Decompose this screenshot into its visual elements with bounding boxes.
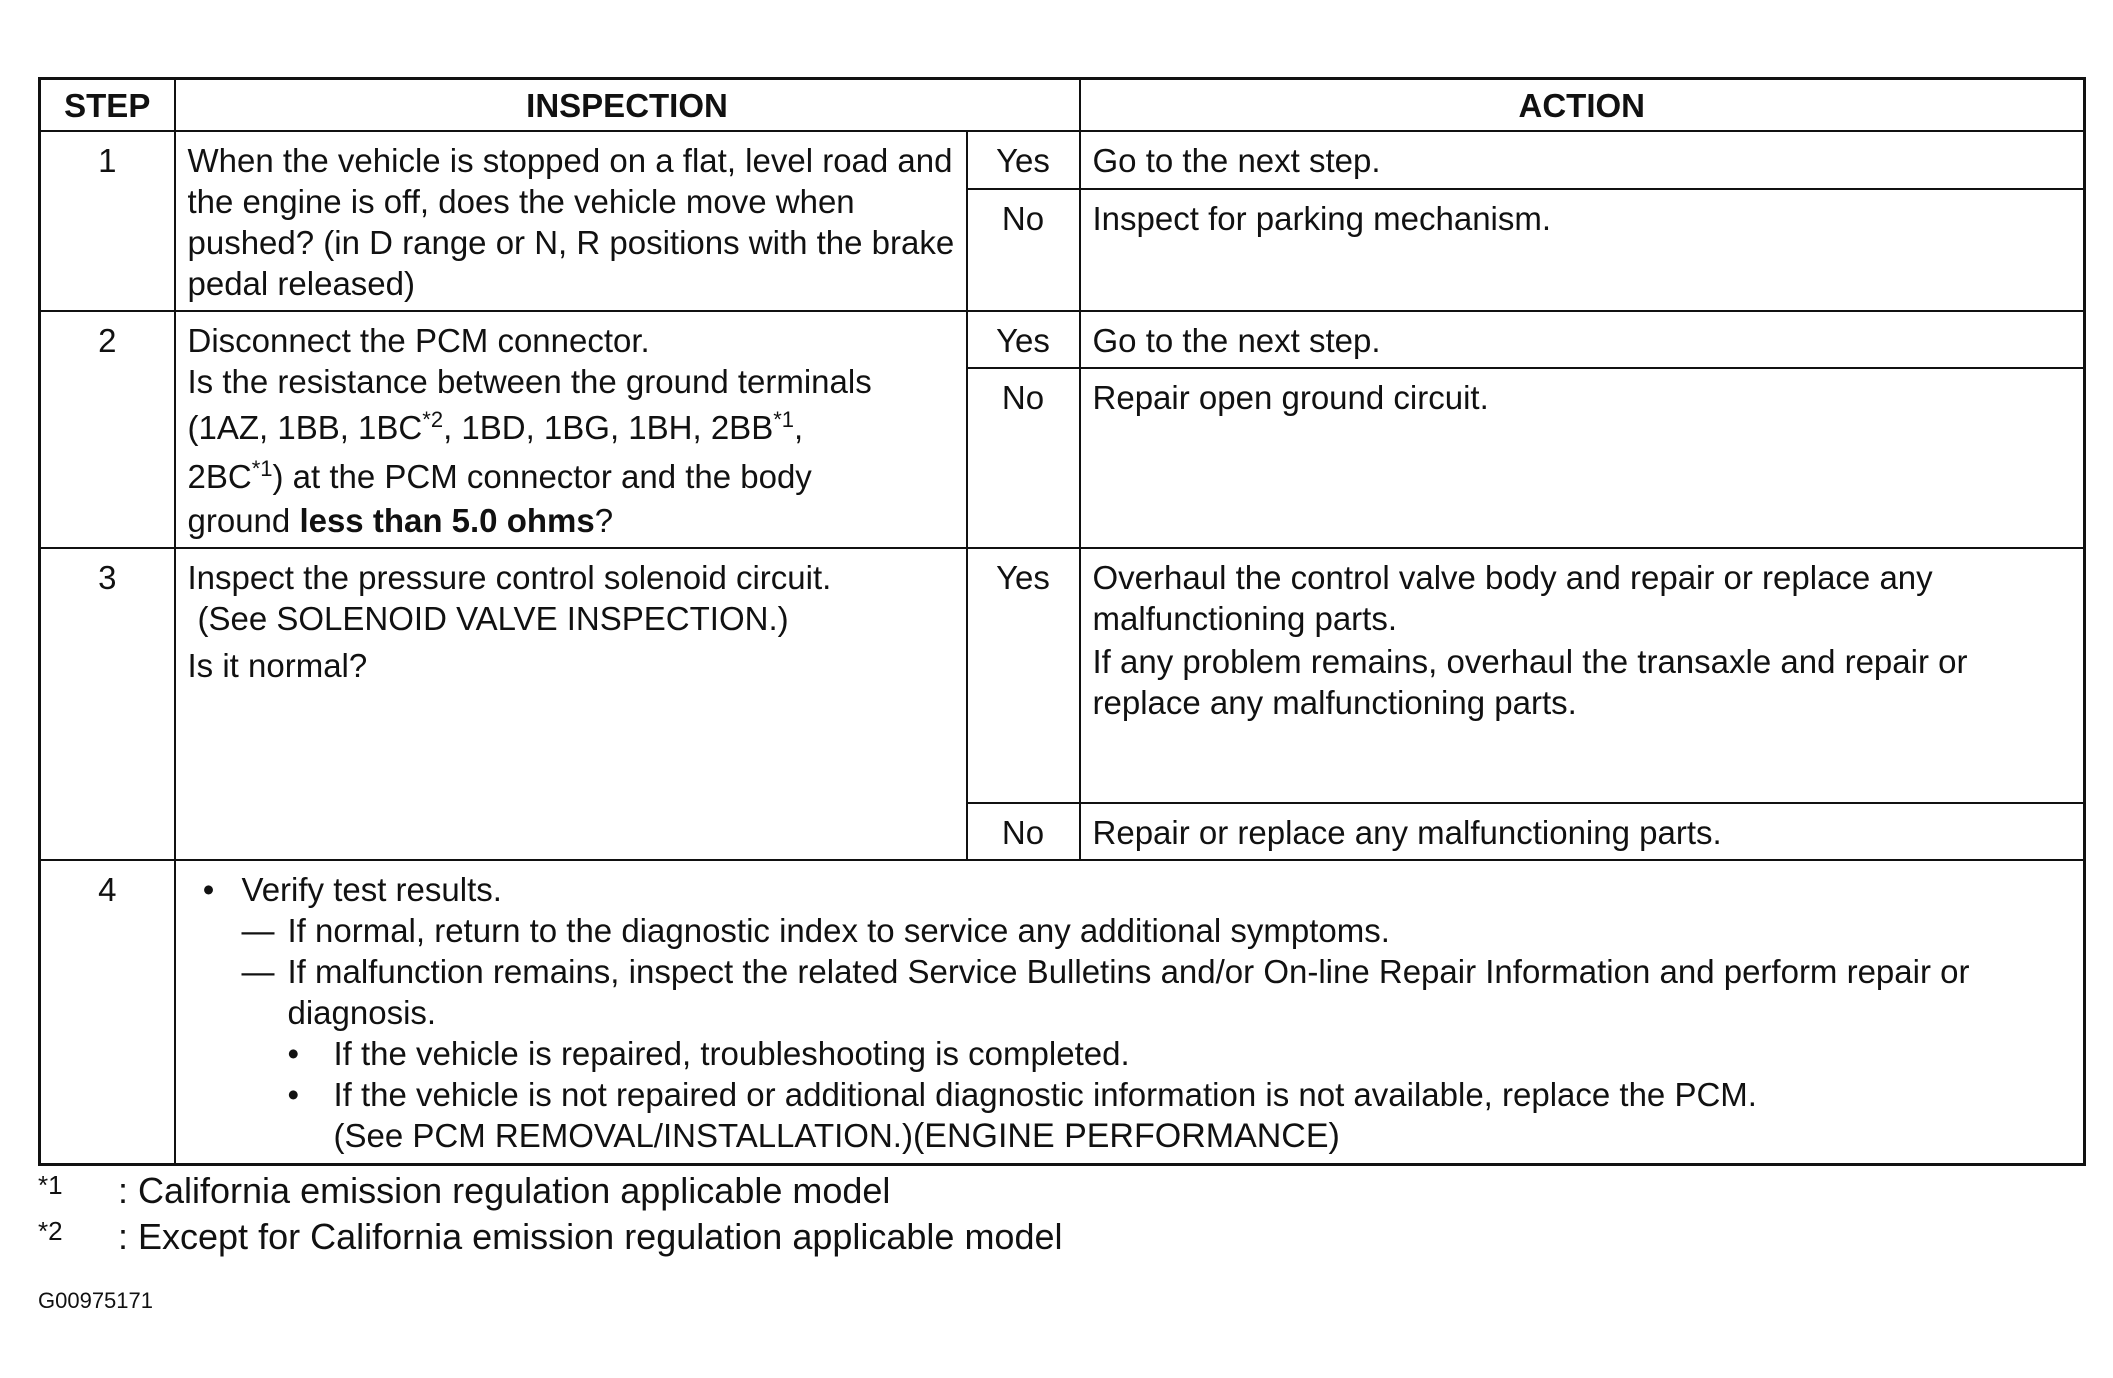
footnote: [38, 1214, 1063, 1260]
inspection-line: Is it normal?: [187, 647, 368, 684]
footnotes: [38, 1168, 1063, 1260]
terminal-list-a: (1AZ, 1BB, 1BC: [187, 409, 423, 446]
resistance-spec: less than 5.0 ohms: [299, 502, 595, 539]
sub-bullet-text: If the vehicle is not repaired or additional diagnostic information is not available, replace the PCM.: [333, 1076, 1757, 1113]
terminal-list-c: ,: [794, 409, 804, 446]
no-label: No: [967, 368, 1080, 548]
header-action: ACTION: [1080, 79, 2085, 132]
inspection-line: Is the resistance between the ground terminals: [187, 363, 872, 400]
footnote-text: : California emission regulation applicable model: [118, 1170, 891, 1211]
inspection-line: [188, 454, 956, 500]
dash-text: If normal, return to the diagnostic index to service any additional symptoms.: [287, 912, 1390, 949]
question-mark: ?: [594, 502, 614, 539]
pcm-reference: [176, 1115, 2074, 1157]
footnote-ref: *2: [422, 407, 444, 432]
document-id: G00975171: [38, 1288, 153, 1313]
sub-bullet-item: [176, 1074, 2074, 1115]
inspection-line: [188, 500, 956, 541]
yes-label: Yes: [967, 548, 1080, 803]
no-action: Repair or replace any malfunctioning parts.: [1080, 803, 2085, 860]
inspection-line: Inspect the pressure control solenoid circuit.: [187, 559, 832, 596]
step-number: 1: [40, 131, 175, 311]
bullet-item: [176, 869, 2074, 910]
bullet-icon: •: [287, 1076, 300, 1113]
footnote-text: : Except for California emission regulation applicable model: [118, 1216, 1063, 1257]
dash-item: [176, 951, 2074, 1033]
step-3-inspection: [175, 548, 967, 860]
header-step: STEP: [40, 79, 175, 132]
footnote-mark: [38, 1214, 118, 1260]
step-4-row: [40, 860, 2085, 1165]
pcm-reference-text: (See PCM REMOVAL/INSTALLATION.): [333, 1117, 913, 1154]
step-4-content: [175, 860, 2085, 1165]
dash-item: [176, 910, 2074, 951]
yes-action-1: Overhaul the control valve body and repair or replace any malfunctioning parts.: [1092, 559, 1933, 637]
footnote-mark-text: *1: [38, 1170, 63, 1200]
yes-action: Go to the next step.: [1080, 311, 2085, 368]
step-number: 2: [40, 311, 175, 548]
terminal-list-d: 2BC: [187, 458, 252, 495]
step-3-yes-row: [40, 548, 2085, 803]
resistance-text: ground: [187, 502, 300, 539]
yes-label: Yes: [967, 311, 1080, 368]
header-inspection: INSPECTION: [175, 79, 1080, 132]
inspection-line: [188, 402, 956, 454]
step-1-yes-row: [40, 131, 2085, 189]
engine-performance-ref: (ENGINE PERFORMANCE): [912, 1117, 1340, 1155]
no-action: Repair open ground circuit.: [1080, 368, 2085, 548]
footnote-ref: *1: [773, 407, 795, 432]
step-2-yes-row: [40, 311, 2085, 368]
header-row: [40, 79, 2085, 132]
no-label: No: [967, 189, 1080, 311]
yes-action: [1080, 548, 2085, 803]
dash-text: If malfunction remains, inspect the related Service Bulletins and/or On-line Repair Information and perform repair or diagnosis.: [287, 953, 1970, 1031]
dash-icon: —: [241, 953, 275, 990]
yes-label: Yes: [967, 131, 1080, 189]
footnote-mark-text: *2: [38, 1216, 63, 1246]
inspection-line: Disconnect the PCM connector.: [187, 322, 650, 359]
bullet-text: Verify test results.: [241, 871, 502, 908]
sub-bullet-item: [176, 1033, 2074, 1074]
dash-icon: —: [241, 912, 275, 949]
footnote: [38, 1168, 1063, 1214]
bullet-icon: •: [287, 1035, 300, 1072]
step-2-inspection: [175, 311, 967, 548]
step-number: 4: [40, 860, 175, 1165]
yes-action: Go to the next step.: [1080, 131, 2085, 189]
diagnostic-table: [38, 77, 2086, 1166]
step-number: 3: [40, 548, 175, 860]
no-action: Inspect for parking mechanism.: [1080, 189, 2085, 311]
terminal-list-b: , 1BD, 1BG, 1BH, 2BB: [443, 409, 774, 446]
sub-bullet-text: If the vehicle is repaired, troubleshooting is completed.: [333, 1035, 1130, 1072]
terminal-list-e: ) at the PCM connector and the body: [272, 458, 812, 495]
step-1-inspection: When the vehicle is stopped on a flat, level road and the engine is off, does the vehicle move when pushed? (in D range or N, R positions with the brake pedal released): [175, 131, 967, 311]
inspection-reference: (See SOLENOID VALVE INSPECTION.): [197, 600, 789, 637]
bullet-icon: •: [202, 871, 215, 908]
yes-action-2: If any problem remains, overhaul the transaxle and repair or replace any malfunctioning parts.: [1092, 643, 1968, 721]
footnote-ref: *1: [251, 456, 273, 481]
no-label: No: [967, 803, 1080, 860]
